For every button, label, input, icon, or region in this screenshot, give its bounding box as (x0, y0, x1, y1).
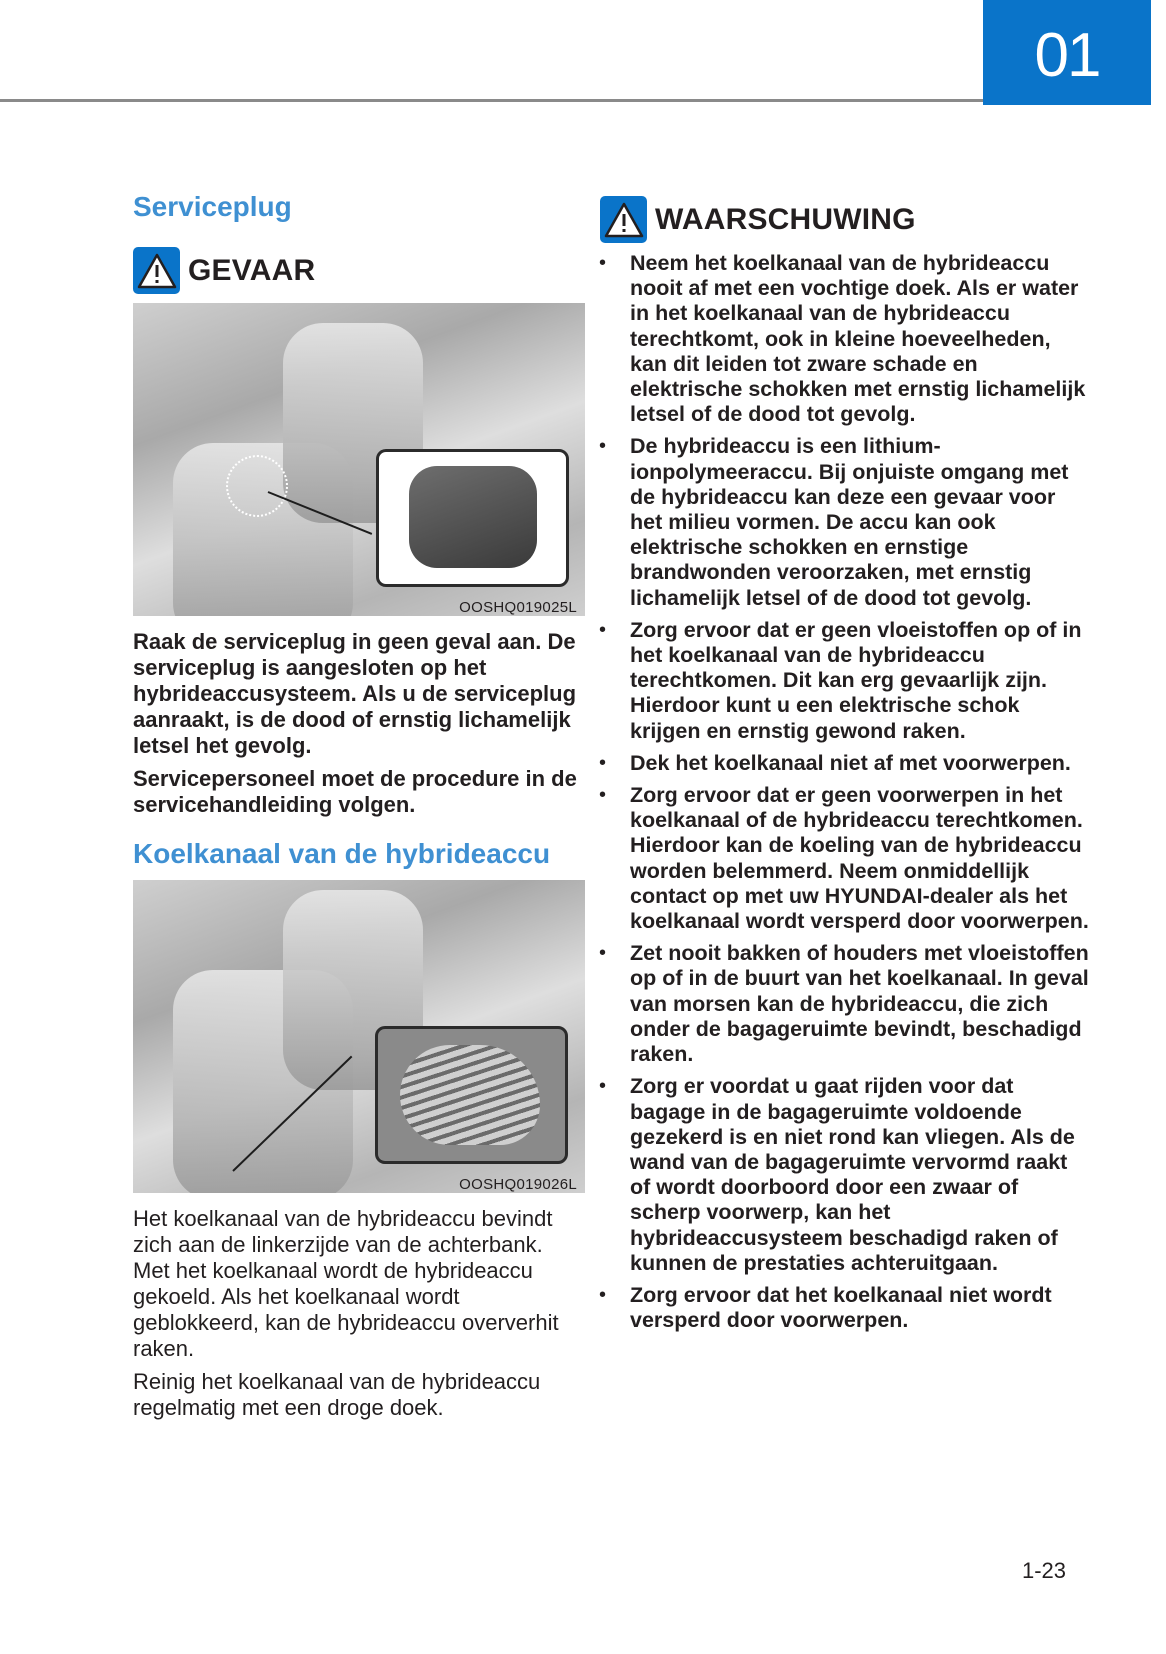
bullet: • (599, 435, 607, 458)
cooling-duct-grille (400, 1045, 540, 1145)
list-item: • Zorg er voordat u gaat rijden voor dat bagage in de bagageruimte voldoende gezekerd is en niet rond kan vliegen. Als de wand van de bagageruimte vervormd raakt of wordt doorboord door een zwaar of scherp voorwerp, kan het hybrideaccusysteem beschadigd raken of kunnen de prestaties achteruitgaan. (599, 1074, 1075, 1275)
right-column (599, 196, 1090, 1340)
left-column (133, 190, 585, 1421)
list-item: • Dek het koelkanaal niet af met voorwerpen. (599, 750, 1071, 775)
page-number: 1-23 (1022, 1558, 1067, 1583)
bullet: • (599, 1075, 607, 1098)
serviceplug-figure (133, 303, 585, 616)
figure-code: OOSHQ019026L (459, 1176, 577, 1193)
warning-alert-header (600, 196, 1090, 243)
list-item: • Neem het koelkanaal van de hybrideaccu nooit af met een vochtige doek. Als er water in het koelkanaal van de hybrideaccu terechtkomt, ook in kleine hoeveelheden, kan dit leiden tot zware schade en elektrische schokken met ernstig lichamelijk letsel of de dood tot gevolg. (599, 251, 1086, 427)
serviceplug-inset (376, 449, 569, 587)
warning-label: WAARSCHUWING (655, 202, 916, 236)
cooling-duct-inset (375, 1026, 568, 1164)
list-item: • Zorg ervoor dat er geen vloeistoffen op of in het koelkanaal van de hybrideaccu terechtkomen. Dit kan erg gevaarlijk zijn. Hierdoor kunt u een elektrische schok krijgen en ernstig gewond raken. (599, 617, 1082, 743)
list-item: • De hybrideaccu is een lithium-ionpolymeeraccu. Bij onjuiste omgang met de hybrideaccu kan deze een gevaar voor het milieu vormen. De accu kan ook elektrische schokken en ernstige brandwonden veroorzaken, met ernstig lichamelijk letsel of de dood tot gevolg. (599, 434, 1069, 610)
serviceplug-unit (409, 466, 537, 568)
bullet: • (599, 618, 607, 641)
chapter-number: 01 (1034, 21, 1100, 90)
location-circle (226, 455, 288, 517)
bullet: • (599, 751, 607, 774)
section-title-serviceplug: Serviceplug (133, 191, 292, 222)
warning-triangle-icon (600, 196, 647, 243)
cooling-figure (133, 880, 585, 1193)
list-item: • Zorg ervoor dat het koelkanaal niet wordt versperd door voorwerpen. (599, 1282, 1052, 1333)
warning-list (599, 251, 1090, 1333)
list-item: • Zet nooit bakken of houders met vloeistoffen op of in de buurt van het koelkanaal. In geval van morsen kan de hybrideaccu, die zich onder de bagageruimte bevindt, beschadigd raken. (599, 941, 1089, 1067)
bullet: • (599, 942, 607, 965)
figure-code: OOSHQ019025L (459, 599, 577, 616)
danger-paragraph: Servicepersoneel moet de procedure in de servicehandleiding volgen. (133, 766, 577, 817)
serviceplug-text (133, 629, 585, 818)
bullet: • (599, 784, 607, 807)
danger-paragraph: Raak de serviceplug in geen geval aan. De serviceplug is aangesloten op het hybrideaccusysteem. Als u de serviceplug aanraakt, is de dood of ernstig lichamelijk letsel het gevolg. (133, 629, 577, 758)
list-item: • Zorg ervoor dat er geen voorwerpen in het koelkanaal of de hybrideaccu terechtkomen. Hierdoor kan de koeling van de hybrideaccu worden belemmerd. Neem onmiddellijk contact op met uw HYUNDAI-dealer als het koelkanaal wordt versperd door voorwerpen. (599, 783, 1089, 934)
bullet: • (599, 252, 607, 274)
chapter-tab (983, 0, 1151, 105)
section-title-cooling: Koelkanaal van de hybrideaccu (133, 838, 551, 869)
body-paragraph: Het koelkanaal van de hybrideaccu bevindt zich aan de linkerzijde van de achterbank. Met het koelkanaal wordt de hybrideaccu gekoeld. Als het koelkanaal wordt geblokkeerd, kan de hybrideaccu oververhit raken. (133, 1206, 559, 1361)
header-rule (0, 99, 983, 102)
danger-alert-header (133, 247, 585, 294)
warning-triangle-icon (133, 247, 180, 294)
cooling-text (133, 1206, 585, 1421)
bullet: • (599, 1283, 607, 1306)
body-paragraph: Reinig het koelkanaal van de hybrideaccu regelmatig met een droge doek. (133, 1369, 541, 1420)
danger-label: GEVAAR (188, 253, 316, 287)
